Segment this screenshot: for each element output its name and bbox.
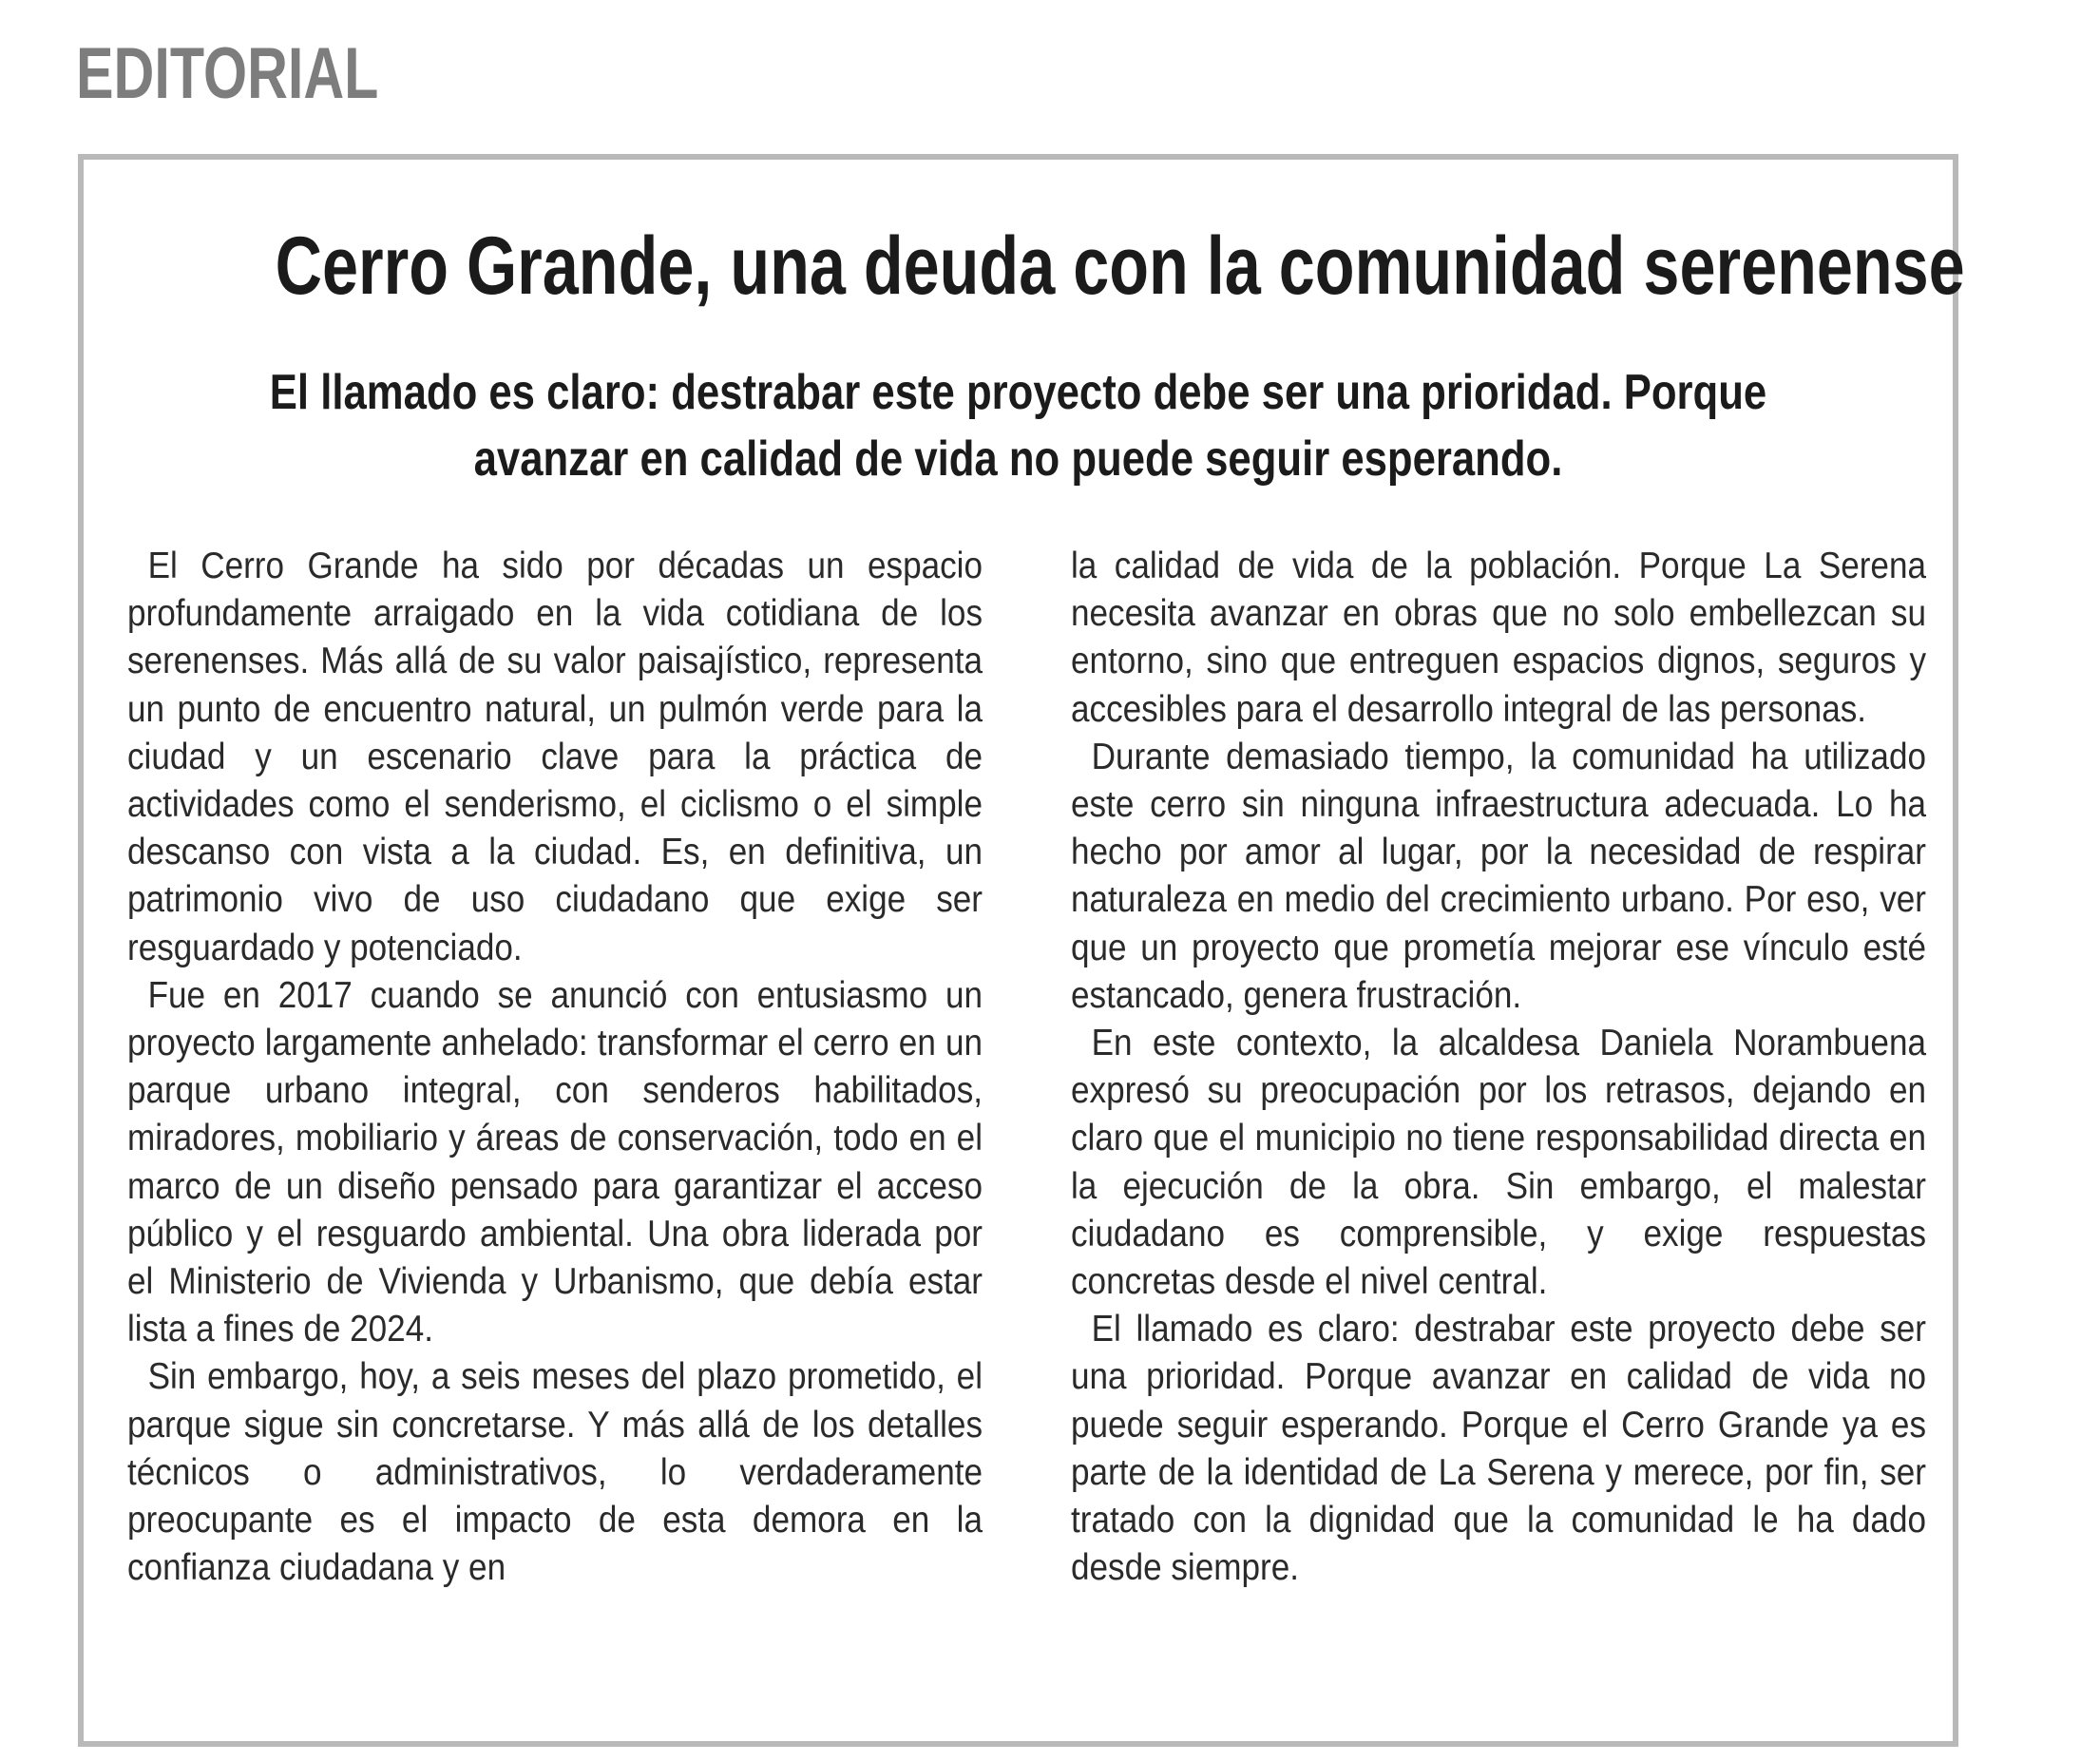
editorial-box: [78, 154, 1965, 1747]
section-label: EDITORIAL: [76, 33, 379, 114]
paragraph: El llamado es claro: destrabar este proyecto debe ser una prioridad. Porque avanzar en calidad de vida no puede seguir esperando. Porque el Cerro Grande ya es parte de la identidad de La Serena y merece, por fin, ser tratado con la dignidad que la comunidad le ha dado desde siempre.: [1071, 1309, 1926, 1589]
paragraph: En este contexto, la alcaldesa Daniela Norambuena expresó su preocupación por los retrasos, dejando en claro que el municipio no tiene responsabilidad directa en la ejecución de la obra. Sin embargo, el malestar ciudadano es comprensible, y exige respuestas concretas desde el nivel central.: [1071, 1023, 1926, 1303]
headline: Cerro Grande, una deuda con la comunidad serenense: [275, 220, 1965, 312]
paragraph: Sin embargo, hoy, a seis meses del plazo prometido, el parque sigue sin concretarse. Y más allá de los detalles técnicos o administrativos, lo verdaderamente preocupante es el impacto de esta demora en la confianza ciudadana y en: [127, 1356, 983, 1589]
deck-line: El llamado es claro: destrabar este proyecto debe ser una prioridad. Porque: [269, 365, 1767, 420]
left-column: [127, 543, 983, 1592]
paragraph: Durante demasiado tiempo, la comunidad ha utilizado este cerro sin ninguna infraestructura adecuada. Lo ha hecho por amor al lugar, por la necesidad de respirar naturaleza en medio del crecimiento urbano. Por eso, ver que un proyecto que prometía mejorar ese vínculo esté estancado, genera frustración.: [1071, 736, 1926, 1016]
deck: [84, 359, 1953, 492]
right-column: [1071, 543, 1926, 1592]
paragraph: El Cerro Grande ha sido por décadas un espacio profundamente arraigado en la vida cotidiana de los serenenses. Más allá de su valor paisajístico, representa un punto de encuentro natural, un pulmón verde para la ciudad y un escenario clave para la práctica de actividades como el senderismo, el ciclismo o el simple descanso con vista a la ciudad. Es, en definitiva, un patrimonio vivo de uso ciudadano que exige ser resguardado y potenciado.: [127, 546, 983, 968]
paragraph-continuation: la calidad de vida de la población. Porque La Serena necesita avanzar en obras que no solo embellezcan su entorno, sino que entreguen espacios dignos, seguros y accesibles para el desarrollo integral de las personas.: [1071, 546, 1926, 730]
paragraph: Fue en 2017 cuando se anunció con entusiasmo un proyecto largamente anhelado: transformar el cerro en un parque urbano integral, con senderos habilitados, miradores, mobiliario y áreas de conservación, todo en el marco de un diseño pensado para garantizar el acceso público y el resguardo ambiental. Una obra liderada por el Ministerio de Vivienda y Urbanismo, que debía estar lista a fines de 2024.: [127, 974, 983, 1350]
deck-line: avanzar en calidad de vida no puede seguir esperando.: [473, 431, 1563, 487]
